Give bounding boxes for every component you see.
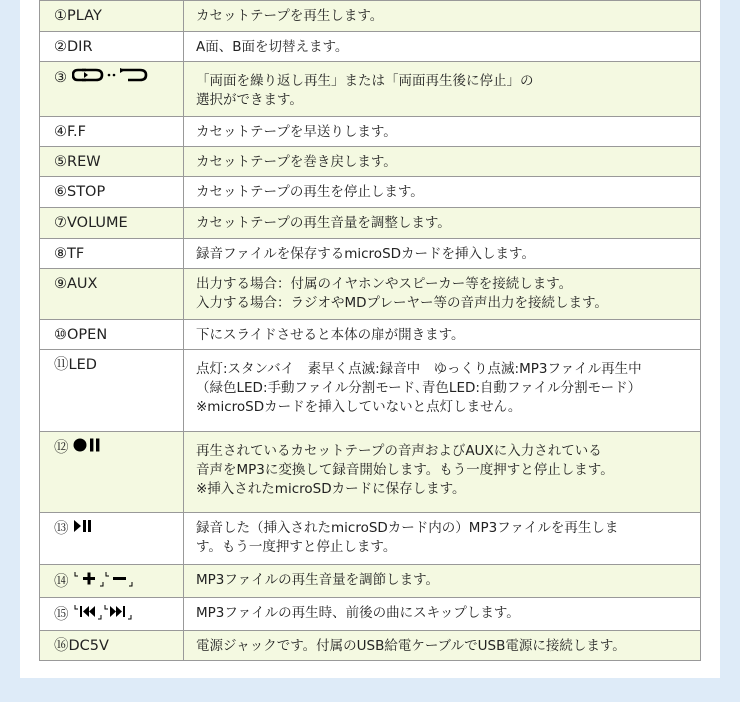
table-row bbox=[40, 565, 701, 598]
row-key: ⑥STOP bbox=[40, 177, 184, 208]
table-row bbox=[40, 631, 701, 661]
play-pause-icon bbox=[73, 519, 93, 539]
skip-back-forward-icon bbox=[73, 604, 133, 626]
row-desc: カセットテープの再生音量を調整します。 bbox=[184, 208, 701, 239]
table-row bbox=[40, 1, 701, 32]
row-key bbox=[40, 598, 184, 631]
table-row bbox=[40, 147, 701, 177]
plus-minus-icon bbox=[73, 571, 133, 593]
record-pause-icon bbox=[73, 438, 103, 458]
row-key-number: ⑮ bbox=[54, 607, 69, 623]
table-row bbox=[40, 320, 701, 350]
row-key-number: ⑬ bbox=[54, 521, 69, 537]
table-row bbox=[40, 269, 701, 320]
row-desc: 録音ファイルを保存するmicroSDカードを挿入します。 bbox=[184, 239, 701, 269]
table-row bbox=[40, 32, 701, 62]
table-row bbox=[40, 350, 701, 432]
row-desc: カセットテープを再生します。 bbox=[184, 1, 701, 32]
row-key-number: ③ bbox=[54, 70, 67, 86]
repeat-cassette-icon bbox=[72, 68, 150, 88]
row-desc: カセットテープを早送りします。 bbox=[184, 117, 701, 147]
table-row bbox=[40, 598, 701, 631]
row-key bbox=[40, 565, 184, 598]
row-key: ⑩OPEN bbox=[40, 320, 184, 350]
row-key: ②DIR bbox=[40, 32, 184, 62]
row-key: ④F.F bbox=[40, 117, 184, 147]
row-key bbox=[40, 432, 184, 513]
row-desc: カセットテープの再生を停止します。 bbox=[184, 177, 701, 208]
row-desc: MP3ファイルの再生音量を調節します。 bbox=[184, 565, 701, 598]
row-key-number: ⑭ bbox=[54, 574, 69, 590]
row-key-number: ⑫ bbox=[54, 440, 69, 456]
row-desc: 再生されているカセットテープの音声およびAUXに入力されている 音声をMP3に変換して録音開始します。もう一度押すと停止します。 ※挿入されたmicroSDカードに保存します。 bbox=[184, 432, 701, 513]
row-key: ⑤REW bbox=[40, 147, 184, 177]
table-row bbox=[40, 513, 701, 565]
row-desc: 録音した（挿入されたmicroSDカード内の）MP3ファイルを再生しま す。もう一度押すと停止します。 bbox=[184, 513, 701, 565]
table-row bbox=[40, 239, 701, 269]
table-row bbox=[40, 62, 701, 117]
manual-panel bbox=[20, 0, 720, 678]
row-desc: 「両面を繰り返し再生」または「両面再生後に停止」の 選択ができます。 bbox=[184, 62, 701, 117]
row-key bbox=[40, 513, 184, 565]
table-row bbox=[40, 117, 701, 147]
row-key bbox=[40, 62, 184, 117]
button-function-table bbox=[39, 0, 701, 661]
row-key: ⑯DC5V bbox=[40, 631, 184, 661]
table-row bbox=[40, 208, 701, 239]
row-key: ⑦VOLUME bbox=[40, 208, 184, 239]
table-row bbox=[40, 432, 701, 513]
row-key: ①PLAY bbox=[40, 1, 184, 32]
row-key: ⑧TF bbox=[40, 239, 184, 269]
row-desc: 下にスライドさせると本体の扉が開きます。 bbox=[184, 320, 701, 350]
row-desc: 点灯:スタンバイ 素早く点滅:録音中 ゆっくり点滅:MP3ファイル再生中 （緑色LED:手動ファイル分割モード､青色LED:自動ファイル分割モード） ※microSDカードを挿入していないと点灯しません。 bbox=[184, 350, 701, 432]
row-desc: 出力する場合：付属のイヤホンやスピーカー等を接続します。 入力する場合：ラジオやMDプレーヤー等の音声出力を接続します。 bbox=[184, 269, 701, 320]
row-key: ⑨AUX bbox=[40, 269, 184, 320]
row-desc: カセットテープを巻き戻します。 bbox=[184, 147, 701, 177]
table-row bbox=[40, 177, 701, 208]
row-desc: 電源ジャックです。付属のUSB給電ケーブルでUSB電源に接続します。 bbox=[184, 631, 701, 661]
row-key: ⑪LED bbox=[40, 350, 184, 432]
row-desc: MP3ファイルの再生時、前後の曲にスキップします。 bbox=[184, 598, 701, 631]
row-desc: A面、B面を切替えます。 bbox=[184, 32, 701, 62]
